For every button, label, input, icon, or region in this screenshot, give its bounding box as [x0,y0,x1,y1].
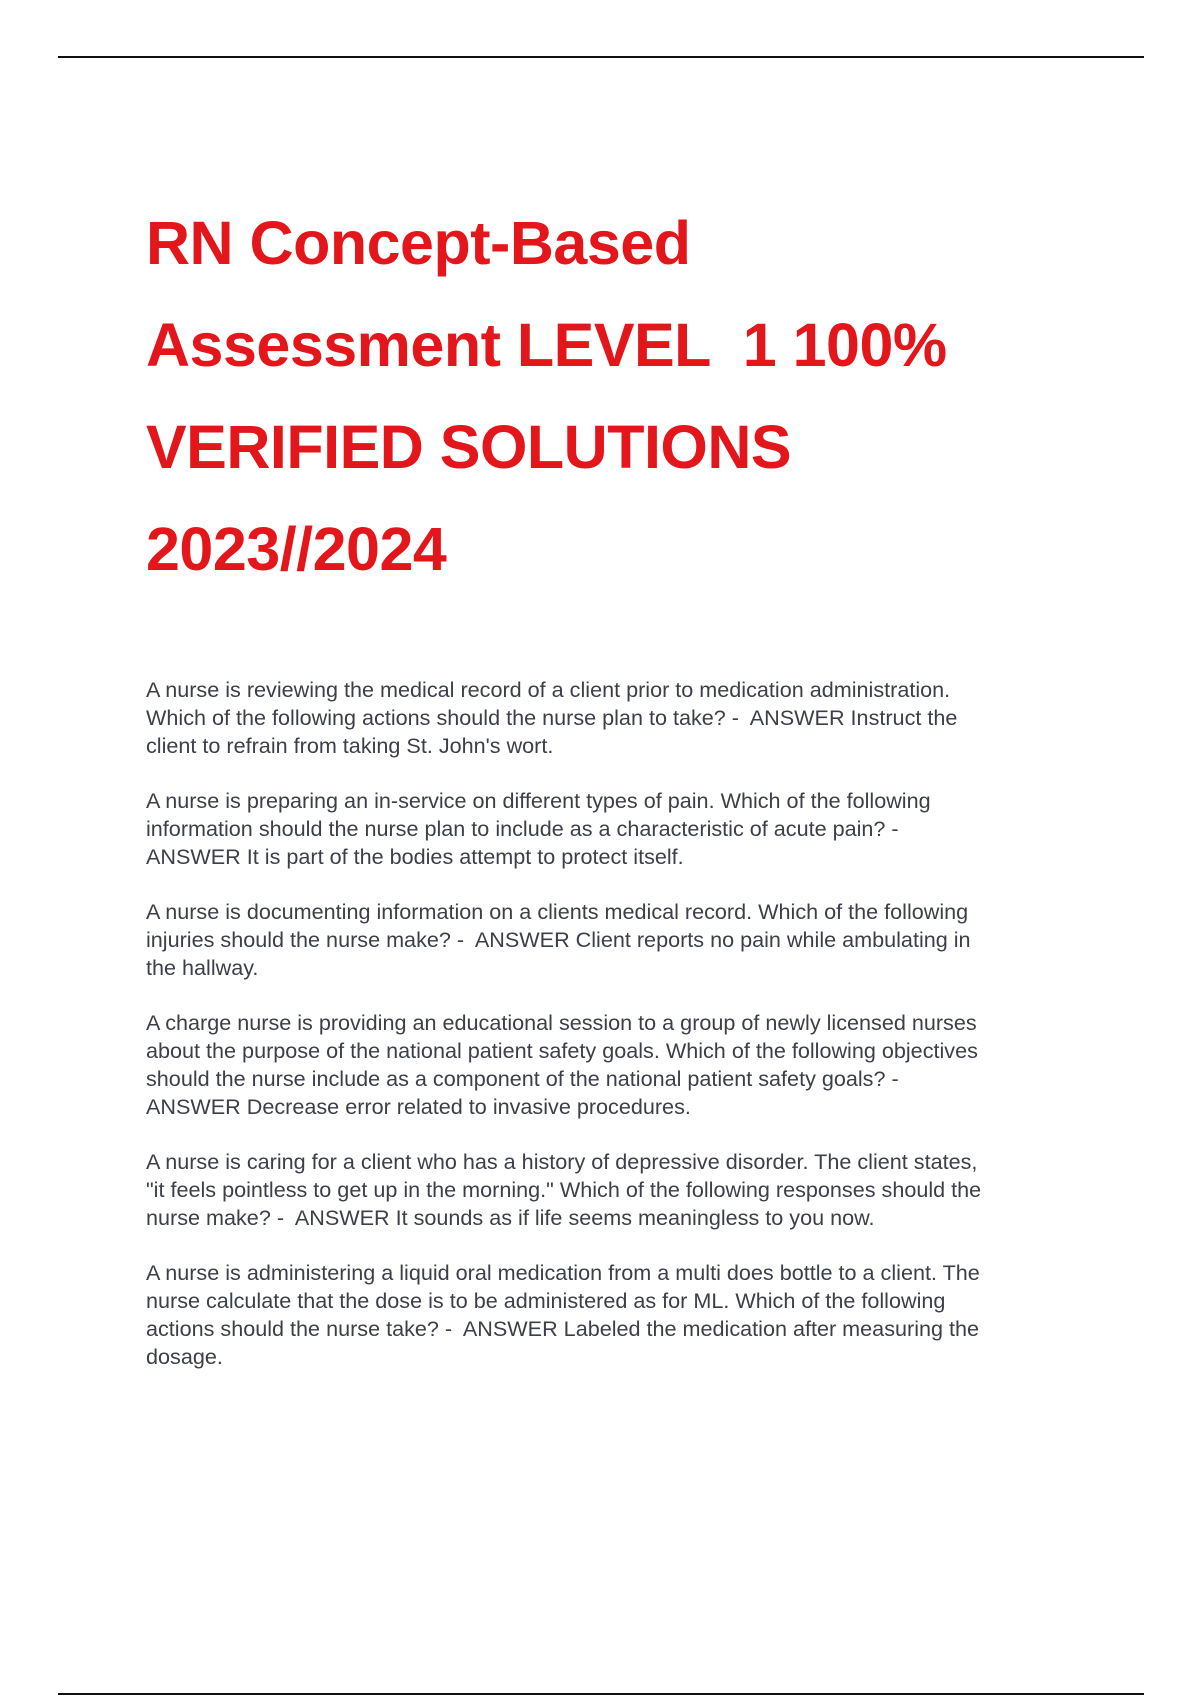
qa-item [146,898,1086,982]
qa-item [146,787,1086,871]
qa-line: nurse make? - ANSWER It sounds as if life seems meaningless to you now. [146,1205,875,1230]
qa-line: A nurse is administering a liquid oral medication from a multi does bottle to a client. The [146,1260,980,1285]
title-line: 2023//2024 [146,515,447,583]
qa-line: actions should the nurse take? - ANSWER Labeled the medication after measuring the [146,1316,980,1341]
document-title [146,192,1106,600]
qa-line: client to refrain from taking St. John's wort. [146,733,554,758]
qa-line: Which of the following actions should the nurse plan to take? - ANSWER Instruct the [146,705,958,730]
qa-line: information should the nurse plan to include as a characteristic of acute pain? - [146,816,899,841]
qa-line: dosage. [146,1344,223,1369]
qa-line: nurse calculate that the dose is to be administered as for ML. Which of the following [146,1288,946,1313]
qa-item [146,1009,1086,1121]
qa-line: ANSWER Decrease error related to invasive procedures. [146,1094,691,1119]
qa-line: A nurse is caring for a client who has a history of depressive disorder. The client states, [146,1149,978,1174]
question-answer-list [146,676,1086,1398]
qa-line: "it feels pointless to get up in the morning." Which of the following responses should the [146,1177,982,1202]
qa-line: A nurse is documenting information on a clients medical record. Which of the following [146,899,969,924]
qa-line: the hallway. [146,955,259,980]
qa-line: injuries should the nurse make? - ANSWER Client reports no pain while ambulating in [146,927,971,952]
qa-item [146,1259,1086,1371]
qa-line: A nurse is reviewing the medical record of a client prior to medication administration. [146,677,951,702]
title-line: RN Concept-Based [146,209,691,277]
qa-item [146,676,1086,760]
qa-line: should the nurse include as a component of the national patient safety goals? - [146,1066,899,1091]
title-line: Assessment LEVEL 1 100% [146,311,947,379]
qa-line: A charge nurse is providing an educational session to a group of newly licensed nurses [146,1010,977,1035]
qa-line: ANSWER It is part of the bodies attempt to protect itself. [146,844,684,869]
footer-rule [58,1693,1144,1695]
header-rule [58,56,1144,58]
qa-item [146,1148,1086,1232]
qa-line: about the purpose of the national patient safety goals. Which of the following objectives [146,1038,978,1063]
title-line: VERIFIED SOLUTIONS [146,413,792,481]
qa-line: A nurse is preparing an in-service on different types of pain. Which of the following [146,788,931,813]
